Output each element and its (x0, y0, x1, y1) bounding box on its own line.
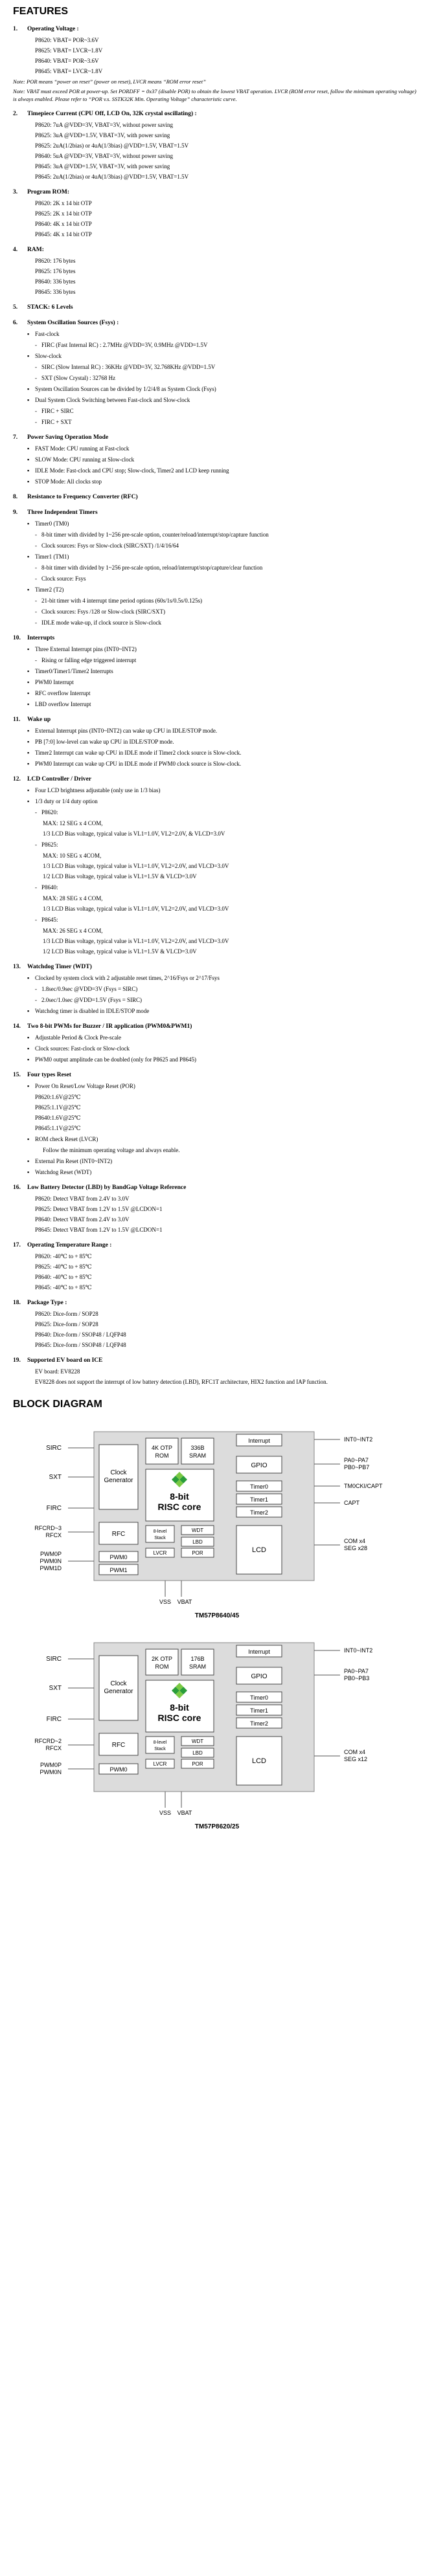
list-item: - 21-bit timer with 4 interrupt time period options (60s/1s/0.5s/0.125s) (35, 596, 421, 605)
list-item: P8640: VBAT= POR~3.6V (35, 58, 99, 64)
list-item: P8645: -40℃ to + 85℃ (35, 1284, 92, 1291)
svg-text:ROM: ROM (155, 1452, 169, 1459)
list-item: - FIRC + SIRC (35, 406, 421, 416)
list-item: P8645: 336 bytes (35, 289, 76, 295)
pin-com: COM x4 (344, 1538, 366, 1544)
svg-text:Interrupt: Interrupt (248, 1649, 270, 1655)
pin-vbat: VBAT (177, 1599, 192, 1605)
svg-text:176B: 176B (190, 1656, 205, 1662)
list-item: P8625: 3uA @VDD=1.5V, VBAT=3V, with power saving (35, 132, 170, 139)
list-item: ▪ Timer2 (T2) (27, 585, 421, 594)
diagram-svg-8620 (23, 1630, 411, 1817)
pin-int: INT0~INT2 (344, 1647, 373, 1654)
pin-vss: VSS (159, 1599, 172, 1605)
section-ev-board: 19. Supported EV board on ICE EV board: EV8228 EV8228 does not support the interrupt of low battery detection (LBD), RFC1T architecture, HIX2 function and IAP function. (13, 1357, 328, 1385)
svg-text:LVCR: LVCR (153, 1761, 167, 1767)
list-item: P8620: Dice-form / SOP28 (35, 1311, 98, 1317)
list-item: - SIRC (Slow Internal RC) : 36KHz @VDD=3V, 32.768KHz @VDD=1.5V (35, 362, 421, 372)
svg-text:GPIO: GPIO (251, 1462, 268, 1469)
section-package: 18. Package Type : P8620: Dice-form / SOP28 P8625: Dice-form / SOP28 P8640: Dice-form / SSOP48 / LQFP48 P8645: Dice-form / SSOP48 / LQFP48 (13, 1298, 421, 1349)
svg-text:RFC: RFC (111, 1531, 126, 1538)
list-item: ▪ Four LCD brightness adjustable (only use in 1/3 bias) (27, 786, 421, 795)
list-item: ▪ Clock sources: Fast-clock or Slow-clock (27, 1044, 421, 1053)
svg-text:PWM0: PWM0 (109, 1766, 128, 1773)
svg-text:LCD: LCD (251, 1757, 267, 1765)
svg-text:4K OTP: 4K OTP (151, 1445, 173, 1451)
svg-text:LBD: LBD (192, 1750, 203, 1756)
diagram-caption: TM57P8620/25 (194, 1823, 240, 1830)
svg-text:8-level: 8-level (153, 1740, 167, 1745)
list-item: ▪ Adjustable Period & Clock Pre-scale (27, 1033, 421, 1042)
pin-pwm0p: PWM0P (40, 1551, 62, 1557)
pin-pwm0n: PWM0N (40, 1769, 62, 1775)
block-sram (181, 1438, 214, 1464)
note: Note: POR means “power on reset” (power on reset), LVCR means “ROM error reset” (13, 78, 206, 85)
diagram-caption: TM57P8640/45 (194, 1612, 240, 1619)
list-item: P8625: -40℃ to + 85℃ (35, 1263, 92, 1270)
svg-text:8-level: 8-level (153, 1529, 167, 1534)
list-item: ▪ FAST Mode: CPU running at Fast-clock (27, 444, 421, 453)
pin-rfcx: RFCX (45, 1745, 62, 1751)
list-item: - Clock source: Fsys (35, 574, 421, 583)
list-item: P8625:1.1V@25℃ (35, 1104, 81, 1111)
svg-text:Interrupt: Interrupt (248, 1438, 270, 1444)
svg-text:ROM: ROM (155, 1663, 169, 1670)
list-item: P8620: 2K x 14 bit OTP (35, 200, 92, 206)
section-oscillation-sources: 6. System Oscillation Sources (Fsys) : ▪ Fast-clock - FIRC (Fast Internal RC) : 2.7MHz @VDD=3V, 0.9MHz @VDD=1.5V ▪ Slow-clock - SIRC (Slow Internal RC) : 36KHz @VDD=3V, 32.768KHz @VDD=1.5V - SXT (Slow Crystal) : 32768 Hz ▪ System Oscillation Sources can be divided by 1/2/4/8 as System Clock (Fsys) ▪ Dual System Clock Switching between Fast-clock and Slow-clock - FIRC + SIRC - FIRC + SXT (13, 318, 421, 427)
list-item: P8645: Dice-form / SSOP48 / LQFP48 (35, 1342, 126, 1348)
section-ram: 4. RAM: P8620: 176 bytes P8625: 176 bytes P8640: 336 bytes P8645: 336 bytes (13, 245, 421, 296)
list-item: ▪ Watchdog timer is disabled in IDLE/STOP mode (27, 1006, 421, 1016)
list-item: P8625: Detect VBAT from 1.2V to 1.5V @LCDON=1 (35, 1206, 163, 1212)
pin-seg: SEG x28 (344, 1545, 368, 1551)
list-item: ▪ Slow-clock (27, 351, 421, 361)
svg-text:Clock: Clock (110, 1469, 127, 1476)
list-item: P8640: Dice-form / SSOP48 / LQFP48 (35, 1331, 126, 1338)
pin-sxt: SXT (49, 1474, 62, 1481)
list-item: ▪ PB [7:0] low-level can wake up CPU in IDLE/STOP mode. (27, 737, 421, 746)
pin-sirc: SIRC (46, 1656, 62, 1663)
svg-text:Generator: Generator (104, 1688, 133, 1695)
svg-text:PWM1: PWM1 (109, 1567, 128, 1573)
list-item: ▪ 1/3 duty or 1/4 duty option (27, 797, 421, 806)
section-power-saving: 7. Power Saving Operation Mode ▪ FAST Mode: CPU running at Fast-clock ▪ SLOW Mode: CPU running at Slow-clock ▪ IDLE Mode: Fast-clock and CPU stop; Slow-clock, Timer2 and LCD keep running ▪ STOP Mode: All clocks stop (13, 433, 421, 486)
list-item: - 8-bit timer with divided by 1~256 pre-scale option, reload/interrupt/stop/capture/clear function (35, 563, 421, 572)
pin-pwm1d: PWM1D (40, 1565, 62, 1571)
pin-firc: FIRC (46, 1505, 62, 1512)
svg-text:Clock: Clock (110, 1680, 127, 1687)
list-item: - P8645: (35, 915, 421, 924)
section-rfc: 8. Resistance to Frequency Converter (RFC) (13, 494, 138, 500)
section-operating-voltage: 1. Operating Voltage : P8620: VBAT= POR~3.6V P8625: VBAT= LVCR~1.8V P8640: VBAT= POR~3.6V P8645: VBAT= LVCR~1.8V Note: POR means “power on reset” (power on reset), LVCR means “ROM error reset” Note: VBAT must exceed POR at power-up. Set PORDFF = 0x37 (disable POR) to obtain the lowest VBAT operation. LVCR (ROM error reset, follow the minimum operating voltage) is always enabled. Please refer to “POR v.s. SSTK32K Min. Operating Voltage” characteristic curve. (13, 25, 421, 103)
svg-text:Timer2: Timer2 (250, 1509, 268, 1516)
list-item: P8620: -40℃ to + 85℃ (35, 1253, 92, 1260)
list-item: ▪ System Oscillation Sources can be divided by 1/2/4/8 as System Clock (Fsys) (27, 384, 421, 394)
block-diagram-8640 (23, 1419, 411, 1621)
list-item: P8620: 7uA @VDD=3V, VBAT=3V, without power saving (35, 122, 173, 128)
svg-text:POR: POR (192, 1550, 203, 1556)
section-lbd: 16. Low Battery Detector (LBD) by BandGap Voltage Reference P8620: Detect VBAT from 2.4V to 3.0V P8625: Detect VBAT from 1.2V to 1.5V @LCDON=1 P8640: Detect VBAT from 2.4V to 3.0V P8645: Detect VBAT from 1.2V to 1.5V @LCDON=1 (13, 1183, 421, 1234)
list-item: ▪ Timer0/Timer1/Timer2 Interrupts (27, 667, 421, 676)
diagram-svg-8640 (23, 1419, 411, 1606)
section-stack: 5. STACK: 6 Levels (13, 304, 73, 311)
list-item: ▪ External Pin Reset (INT0~INT2) (27, 1157, 421, 1166)
pin-pb: PB0~PB3 (344, 1675, 370, 1682)
list-item: ▪ Dual System Clock Switching between Fast-clock and Slow-clock (27, 395, 421, 405)
list-item: P8620: 176 bytes (35, 258, 76, 264)
section-timers: 9. Three Independent Timers ▪ Timer0 (TM0) - 8-bit timer with divided by 1~256 pre-scale option, counter/reload/interrupt/stop/capture function - Clock sources: Fsys or Slow-clock (SIRC/SXT) /1/4/16/64 ▪ Timer1 (TM1) - 8-bit timer with divided by 1~256 pre-scale option, reload/interrupt/stop/capture/clear function - Clock source: Fsys ▪ Timer2 (T2) - 21-bit timer with 4 interrupt time period options (60s/1s/0.5s/0.125s) - Clock sources: Fsys /128 or Slow-clock (SIRC/SXT) - IDLE mode wake-up, if clock source is Slow-clock (13, 508, 421, 627)
svg-text:Stack: Stack (154, 1536, 166, 1540)
section-timepiece-current: 2. Timepiece Current (CPU Off, LCD On, 32K crystal oscillating) : P8620: 7uA @VDD=3V, VBAT=3V, without power saving P8625: 3uA @VDD=1.5V, VBAT=3V, with power saving P8625: 2uA(1/2bias) or 4uA(1/3bias) @VDD=1.5V, VBAT=1.5V P8640: 5uA @VDD=3V, VBAT=3V, without power saving P8645: 3uA @VDD=1.5V, VBAT=3V, with power saving P8645: 2uA(1/2bias) or 4uA(1/3bias) @VDD=1.5V, VBAT=1.5V (13, 109, 421, 181)
svg-text:Stack: Stack (154, 1747, 166, 1751)
list-item: P8645: 4K x 14 bit OTP (35, 231, 92, 238)
list-item: P8620:1.6V@25℃ (35, 1094, 81, 1100)
list-item: ▪ Clocked by system clock with 2 adjustable reset times, 2^16/Fsys or 2^17/Fsys (27, 973, 421, 983)
list-item: ▪ PWM0 Interrupt can wake up CPU in IDLE mode if PWM0 clock source is Slow-clock. (27, 759, 421, 768)
section-program-rom: 3. Program ROM: P8620: 2K x 14 bit OTP P8625: 2K x 14 bit OTP P8640: 4K x 14 bit OTP P8645: 4K x 14 bit OTP (13, 188, 421, 239)
list-item: - P8625: (35, 840, 421, 849)
svg-text:Timer0: Timer0 (250, 1694, 268, 1701)
pin-capt: CAPT (344, 1500, 360, 1506)
pin-pa: PA0~PA7 (344, 1457, 369, 1463)
list-item: - 2.0sec/1.0sec @VDD=1.5V (Fsys = SIRC) (35, 995, 421, 1005)
list-item: ▪ PWM0 Interrupt (27, 678, 421, 687)
pin-int: INT0~INT2 (344, 1436, 373, 1443)
list-item: P8625: 2uA(1/2bias) or 4uA(1/3bias) @VDD=1.5V, VBAT=1.5V (35, 142, 189, 149)
list-item: P8640:1.6V@25℃ (35, 1115, 81, 1121)
list-item: P8625: 2K x 14 bit OTP (35, 210, 92, 217)
svg-text:GPIO: GPIO (251, 1673, 268, 1680)
section-watchdog: 13. Watchdog Timer (WDT) ▪ Clocked by system clock with 2 adjustable reset times, 2^16/Fsys or 2^17/Fsys - 1.8sec/0.9sec @VDD=3V (Fsys = SIRC) - 2.0sec/1.0sec @VDD=1.5V (Fsys = SIRC) ▪ Watchdog timer is disabled in IDLE/STOP mode (13, 962, 421, 1016)
list-item: P8625: Dice-form / SOP28 (35, 1321, 98, 1327)
svg-text:WDT: WDT (191, 1527, 204, 1533)
list-item: P8645: 3uA @VDD=1.5V, VBAT=3V, with power saving (35, 163, 170, 170)
svg-text:LCD: LCD (251, 1546, 267, 1554)
list-item: P8620: VBAT= POR~3.6V (35, 37, 99, 43)
svg-text:Generator: Generator (104, 1477, 133, 1484)
svg-text:Timer1: Timer1 (250, 1707, 268, 1714)
list-item: ▪ Timer1 (TM1) (27, 552, 421, 561)
block-otp-rom (146, 1649, 178, 1675)
list-item: P8625: VBAT= LVCR~1.8V (35, 47, 103, 54)
pin-rfc: RFCRD~2 (34, 1738, 62, 1744)
features-heading: FEATURES (13, 6, 69, 17)
pin-com: COM x4 (344, 1749, 366, 1755)
svg-text:PWM0: PWM0 (109, 1554, 128, 1560)
list-item: P8640: Detect VBAT from 2.4V to 3.0V (35, 1216, 130, 1223)
pin-tm0cki: TM0CKI/CAPT (344, 1483, 383, 1489)
datasheet-document (13, 0, 421, 1832)
list-item: P8640: -40℃ to + 85℃ (35, 1274, 92, 1280)
note: Note: VBAT must exceed POR at power-up. Set PORDFF = 0x37 (disable POR) to obtain the lowest VBAT operation. LVCR (ROM error reset, follow the minimum operating voltage) is always enabled. Please refer to “POR v.s. SSTK32K Min. Operating Voltage” characteristic curve. (13, 88, 417, 102)
pin-vbat: VBAT (177, 1810, 192, 1816)
svg-text:8-bit: 8-bit (170, 1702, 189, 1713)
pin-pb: PB0~PB7 (344, 1464, 370, 1471)
list-item: ▪ Timer0 (TM0) (27, 519, 421, 528)
list-item: P8620: Detect VBAT from 2.4V to 3.0V (35, 1195, 130, 1202)
pin-sirc: SIRC (46, 1445, 62, 1452)
list-item: P8640: 336 bytes (35, 278, 76, 285)
list-item: ▪ Watchdog Reset (WDT) (27, 1168, 421, 1177)
list (35, 36, 421, 76)
list-item: P8640: 5uA @VDD=3V, VBAT=3V, without power saving (35, 153, 173, 159)
block-diagram-heading: BLOCK DIAGRAM (13, 1399, 102, 1410)
section-reset: 15. Four types Reset ▪ Power On Reset/Low Voltage Reset (POR) P8620:1.6V@25℃ P8625:1.1V@25℃ P8640:1.6V@25℃ P8645:1.1V@25℃ ▪ ROM check Reset (LVCR) Follow the minimum operating voltage and always enable. ▪ External Pin Reset (INT0~INT2) ▪ Watchdog Reset (WDT) (13, 1071, 421, 1177)
section-interrupts: 10. Interrupts ▪ Three External Interrupt pins (INT0~INT2) - Rising or falling edge triggered interrupt ▪ Timer0/Timer1/Timer2 Interrupts ▪ PWM0 Interrupt ▪ RFC overflow Interrupt ▪ LBD overflow Interrupt (13, 634, 421, 709)
list-item: P8645:1.1V@25℃ (35, 1125, 81, 1131)
list-item: - SXT (Slow Crystal) : 32768 Hz (35, 373, 421, 383)
svg-text:POR: POR (192, 1761, 203, 1767)
pin-pa: PA0~PA7 (344, 1668, 369, 1674)
pin-firc: FIRC (46, 1716, 62, 1723)
list-item: ▪ ROM check Reset (LVCR) (27, 1135, 421, 1144)
list-item: ▪ Timer2 Interrupt can wake up CPU in IDLE mode if Timer2 clock source is Slow-clock. (27, 748, 421, 757)
section-pwm: 14. Two 8-bit PWMs for Buzzer / IR application (PWM0&PWM1) ▪ Adjustable Period & Clock Pre-scale ▪ Clock sources: Fast-clock or Slow-clock ▪ PWM0 output amplitude can be doubled (only for P8625 and P8645) (13, 1022, 421, 1064)
list-item: - Clock sources: Fsys /128 or Slow-clock (SIRC/SXT) (35, 607, 421, 616)
list-item: P8645: Detect VBAT from 1.2V to 1.5V @LCDON=1 (35, 1227, 163, 1233)
list-item: - Rising or falling edge triggered interrupt (35, 656, 421, 665)
block-sram (181, 1649, 214, 1675)
list-item: P8640: 4K x 14 bit OTP (35, 221, 92, 227)
list-item: ▪ PWM0 output amplitude can be doubled (only for P8625 and P8645) (27, 1055, 421, 1064)
pin-pwm0p: PWM0P (40, 1762, 62, 1768)
svg-text:336B: 336B (190, 1445, 205, 1451)
section-wake-up: 11. Wake up ▪ External Interrupt pins (INT0~INT2) can wake up CPU in IDLE/STOP mode. ▪ PB [7:0] low-level can wake up CPU in IDLE/STOP mode. ▪ Timer2 Interrupt can wake up CPU in IDLE mode if Timer2 clock source is Slow-clock. ▪ PWM0 Interrupt can wake up CPU in IDLE mode if PWM0 clock source is Slow-clock. (13, 715, 421, 768)
svg-text:LVCR: LVCR (153, 1550, 167, 1556)
pin-rfc: RFCRD~3 (34, 1525, 62, 1531)
list-item: - P8640: (35, 883, 421, 892)
list-item: ▪ RFC overflow Interrupt (27, 689, 421, 698)
list-item: - P8620: (35, 808, 421, 817)
list-item: - 1.8sec/0.9sec @VDD=3V (Fsys = SIRC) (35, 984, 421, 994)
list-item: ▪ External Interrupt pins (INT0~INT2) can wake up CPU in IDLE/STOP mode. (27, 726, 421, 735)
list-item: ▪ IDLE Mode: Fast-clock and CPU stop; Slow-clock, Timer2 and LCD keep running (27, 466, 421, 475)
svg-text:SRAM: SRAM (188, 1663, 207, 1670)
section-temperature: 17. Operating Temperature Range : P8620: -40℃ to + 85℃ P8625: -40℃ to + 85℃ P8640: -40℃ to + 85℃ P8645: -40℃ to + 85℃ (13, 1241, 421, 1292)
list-item: ▪ Fast-clock (27, 329, 421, 339)
pin-sxt: SXT (49, 1685, 62, 1692)
list-item: P8645: VBAT= LVCR~1.8V (35, 68, 103, 74)
pin-seg: SEG x12 (344, 1756, 368, 1762)
list-item: - IDLE mode wake-up, if clock source is Slow-clock (35, 618, 421, 627)
list-item: - FIRC (Fast Internal RC) : 2.7MHz @VDD=3V, 0.9MHz @VDD=1.5V (35, 340, 421, 350)
list-item: - Clock sources: Fsys or Slow-clock (SIRC/SXT) /1/4/16/64 (35, 541, 421, 550)
list-item: ▪ STOP Mode: All clocks stop (27, 477, 421, 486)
list-item: ▪ Power On Reset/Low Voltage Reset (POR) (27, 1082, 421, 1091)
svg-text:8-bit: 8-bit (170, 1491, 189, 1502)
block-diagram-8620 (23, 1630, 411, 1832)
pin-vss: VSS (159, 1810, 172, 1816)
svg-text:Timer2: Timer2 (250, 1720, 268, 1727)
list-item: - FIRC + SXT (35, 417, 421, 427)
list-item: P8645: 2uA(1/2bias) or 4uA(1/3bias) @VDD=1.5V, VBAT=1.5V (35, 173, 189, 180)
block-otp-rom (146, 1438, 178, 1464)
svg-text:Timer0: Timer0 (250, 1483, 268, 1490)
list-item: ▪ Three External Interrupt pins (INT0~INT2) (27, 645, 421, 654)
list-item: - 8-bit timer with divided by 1~256 pre-scale option, counter/reload/interrupt/stop/capture function (35, 530, 421, 539)
svg-text:RFC: RFC (111, 1742, 126, 1749)
section-lcd: 12. LCD Controller / Driver ▪ Four LCD brightness adjustable (only use in 1/3 bias) ▪ 1/3 duty or 1/4 duty option - P8620: MAX: 12 SEG x 4 COM, 1/3 LCD Bias voltage, typical value is VL1=1.0V, VL2=2.0V, & VLCD=3.0V - P8625: MAX: 10 SEG x 4COM, 1/3 LCD Bias voltage, typical value is VL1=1.0V, VL2=2.0V, and VLCD=3.0V 1/2 LCD Bias voltage, typical value is VL1=1.5V & VLCD=3.0V - P8640: MAX: 28 SEG x 4 COM, 1/3 LCD Bias voltage, typical value is VL1=1.0V, VL2=2.0V, and VLCD=3.0V - P8645: MAX: 26 SEG x 4 COM, 1/3 LCD Bias voltage, typical value is VL1=1.0V, VL2=2.0V, and VLCD=3.0V 1/2 LCD Bias voltage, typical value is VL1=1.5V & VLCD=3.0V (13, 775, 421, 956)
list-item: ▪ LBD overflow Interrupt (27, 700, 421, 709)
pin-rfcx: RFCX (45, 1532, 62, 1538)
svg-text:RISC core: RISC core (157, 1502, 201, 1512)
svg-text:WDT: WDT (191, 1738, 204, 1744)
list-item: ▪ SLOW Mode: CPU running at Slow-clock (27, 455, 421, 464)
pin-pwm0n: PWM0N (40, 1558, 62, 1564)
svg-text:Timer1: Timer1 (250, 1496, 268, 1503)
list-item: P8625: 176 bytes (35, 268, 76, 274)
svg-text:LBD: LBD (192, 1539, 203, 1545)
svg-text:RISC core: RISC core (157, 1713, 201, 1723)
svg-text:2K OTP: 2K OTP (151, 1656, 173, 1662)
svg-text:SRAM: SRAM (188, 1452, 207, 1459)
